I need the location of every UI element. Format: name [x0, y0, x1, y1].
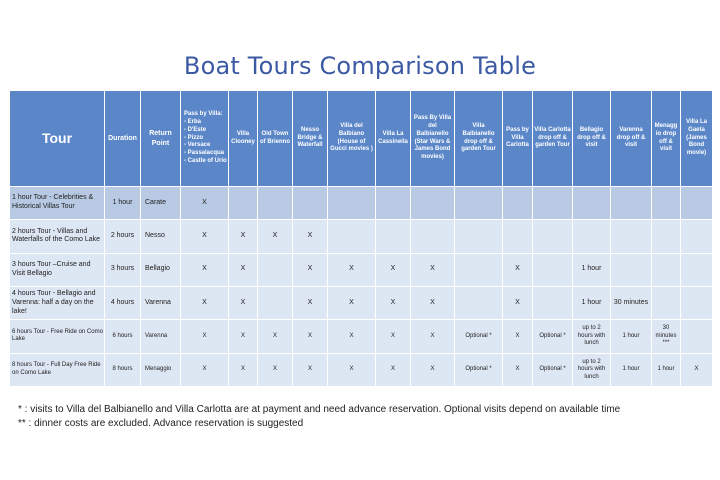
tour-return-point: Varenna	[141, 286, 181, 319]
table-cell	[258, 253, 293, 286]
table-cell: X	[503, 320, 533, 353]
table-cell	[258, 286, 293, 319]
table-cell: X	[181, 187, 229, 220]
tour-return-point: Nesso	[141, 220, 181, 253]
table-cell: up to 2 hours with lunch	[573, 320, 611, 353]
tour-name: 4 hours Tour - Bellagio and Varenna: half a day on the lake!	[10, 286, 105, 319]
table-cell: up to 2 hours with lunch	[573, 353, 611, 386]
table-cell	[681, 320, 713, 353]
table-cell	[533, 187, 573, 220]
tour-duration: 8 hours	[105, 353, 141, 386]
table-row	[10, 286, 713, 319]
table-cell	[533, 220, 573, 253]
header-varenna-drop: Varenna drop off & visit	[611, 91, 652, 187]
table-cell	[573, 220, 611, 253]
table-cell: X	[328, 286, 376, 319]
table-cell	[455, 286, 503, 319]
table-cell: X	[293, 253, 328, 286]
table-cell	[376, 187, 411, 220]
tour-name: 2 hours Tour - Villas and Waterfalls of the Como Lake	[10, 220, 105, 253]
tour-name: 1 hour Tour - Celebrities & Historical Villas Tour	[10, 187, 105, 220]
table-cell: X	[293, 286, 328, 319]
table-cell: X	[229, 253, 258, 286]
footnotes	[18, 403, 718, 431]
tour-duration: 1 hour	[105, 187, 141, 220]
header-pass-by-villa: Pass by Villa: - Erba - D'Este - Pizzo - Versace - Passalacqua - Castle of Urio	[181, 91, 229, 187]
table-cell: X	[376, 353, 411, 386]
table-cell: X	[328, 320, 376, 353]
table-cell: X	[229, 353, 258, 386]
footnote-dinner: ** : dinner costs are excluded. Advance reservation is suggested	[18, 418, 304, 429]
table-cell: X	[258, 220, 293, 253]
table-cell: X	[376, 320, 411, 353]
table-cell	[681, 220, 713, 253]
table-cell: X	[411, 320, 455, 353]
table-cell: X	[293, 353, 328, 386]
table-cell: 1 hour	[611, 320, 652, 353]
tour-name: 3 hours Tour –Cruise and Visit Bellagio	[10, 253, 105, 286]
table-cell	[681, 253, 713, 286]
table-cell: 1 hour	[652, 353, 681, 386]
table-cell: 30 minutes	[611, 286, 652, 319]
table-cell: X	[411, 253, 455, 286]
table-cell: X	[376, 253, 411, 286]
header-return-point: Return Point	[141, 91, 181, 187]
header-villa-clooney: Villa Clooney	[229, 91, 258, 187]
header-pass-carlotta: Pass by Villa Carlotta	[503, 91, 533, 187]
table-cell	[328, 220, 376, 253]
table-cell: Optional *	[455, 320, 503, 353]
table-cell	[652, 187, 681, 220]
header-villa-balbiano: Villa del Balbiano (House of Gucci movies )	[328, 91, 376, 187]
table-cell	[328, 187, 376, 220]
table-cell: X	[328, 253, 376, 286]
tour-name: 8 hours Tour - Full Day Free Ride on Como Lake	[10, 353, 105, 386]
table-cell	[573, 187, 611, 220]
tour-name: 6 hours Tour - Free Ride on Como Lake	[10, 320, 105, 353]
tour-return-point: Menaggio	[141, 353, 181, 386]
table-cell: 30 minutes ***	[652, 320, 681, 353]
table-cell: X	[229, 286, 258, 319]
header-bellagio-drop: Bellagio drop off & visit	[573, 91, 611, 187]
table-cell: X	[181, 353, 229, 386]
table-cell	[411, 220, 455, 253]
header-old-town-brienno: Old Town of Brienno	[258, 91, 293, 187]
header-villa-gaeta: Villa La Gaeta (James Bond movie)	[681, 91, 713, 187]
table-cell	[229, 187, 258, 220]
header-villa-cassinella: Villa La Cassinella	[376, 91, 411, 187]
page-title: Boat Tours Comparison Table	[183, 52, 537, 80]
tour-return-point: Bellagio	[141, 253, 181, 286]
table-cell	[533, 253, 573, 286]
table-cell: X	[503, 253, 533, 286]
table-cell: X	[411, 286, 455, 319]
table-row	[10, 253, 713, 286]
header-pass-balbianello: Pass By Villa del Balbianello (Star Wars & James Bond movies)	[411, 91, 455, 187]
table-cell: X	[411, 353, 455, 386]
tour-return-point: Varenna	[141, 320, 181, 353]
table-cell	[258, 187, 293, 220]
table-cell	[611, 220, 652, 253]
table-cell	[533, 286, 573, 319]
tour-duration: 2 hours	[105, 220, 141, 253]
table-cell	[503, 220, 533, 253]
header-row	[10, 91, 713, 187]
table-cell: Optional *	[533, 353, 573, 386]
header-carlotta-drop: Villa Carlotta drop off & garden Tour	[533, 91, 573, 187]
table-cell	[455, 253, 503, 286]
tour-duration: 4 hours	[105, 286, 141, 319]
table-cell: 1 hour	[611, 353, 652, 386]
header-tour: Tour	[10, 91, 105, 187]
table-cell: Optional *	[533, 320, 573, 353]
table-cell	[681, 286, 713, 319]
table-row	[10, 220, 713, 253]
table-row	[10, 353, 713, 386]
comparison-table	[9, 90, 713, 387]
header-balbianello-drop: Villa Balbianello drop off & garden Tour	[455, 91, 503, 187]
table-cell: X	[258, 320, 293, 353]
table-cell	[455, 220, 503, 253]
table-cell: X	[293, 320, 328, 353]
table-cell: X	[181, 286, 229, 319]
header-nesso-bridge: Nesso Bridge & Waterfall	[293, 91, 328, 187]
table-cell: X	[229, 220, 258, 253]
table-cell	[293, 187, 328, 220]
table-cell	[652, 286, 681, 319]
table-cell: X	[293, 220, 328, 253]
table-cell: X	[181, 320, 229, 353]
table-cell	[611, 253, 652, 286]
table-row	[10, 187, 713, 220]
tour-duration: 6 hours	[105, 320, 141, 353]
table-cell: X	[229, 320, 258, 353]
footnote-payment: * : visits to Villa del Balbianello and Villa Carlotta are at payment and need advance reservation. Optional visits depend on available time	[18, 404, 621, 415]
tour-duration: 3 hours	[105, 253, 141, 286]
table-cell: X	[328, 353, 376, 386]
table-cell: X	[503, 286, 533, 319]
table-cell	[503, 187, 533, 220]
table-cell: X	[258, 353, 293, 386]
table-cell	[652, 253, 681, 286]
header-menaggio-drop: Menagg io drop off & visit	[652, 91, 681, 187]
table-cell: 1 hour	[573, 286, 611, 319]
table-cell: 1 hour	[573, 253, 611, 286]
table-cell	[611, 187, 652, 220]
table-cell: X	[681, 353, 713, 386]
header-duration: Duration	[105, 91, 141, 187]
table-cell	[455, 187, 503, 220]
table-cell	[411, 187, 455, 220]
tour-return-point: Carate	[141, 187, 181, 220]
table-cell: X	[503, 353, 533, 386]
table-cell: Optional *	[455, 353, 503, 386]
table-cell: X	[181, 253, 229, 286]
table-row	[10, 320, 713, 353]
table-cell	[652, 220, 681, 253]
table-cell	[681, 187, 713, 220]
table-cell: X	[376, 286, 411, 319]
table-cell	[376, 220, 411, 253]
table-cell: X	[181, 220, 229, 253]
